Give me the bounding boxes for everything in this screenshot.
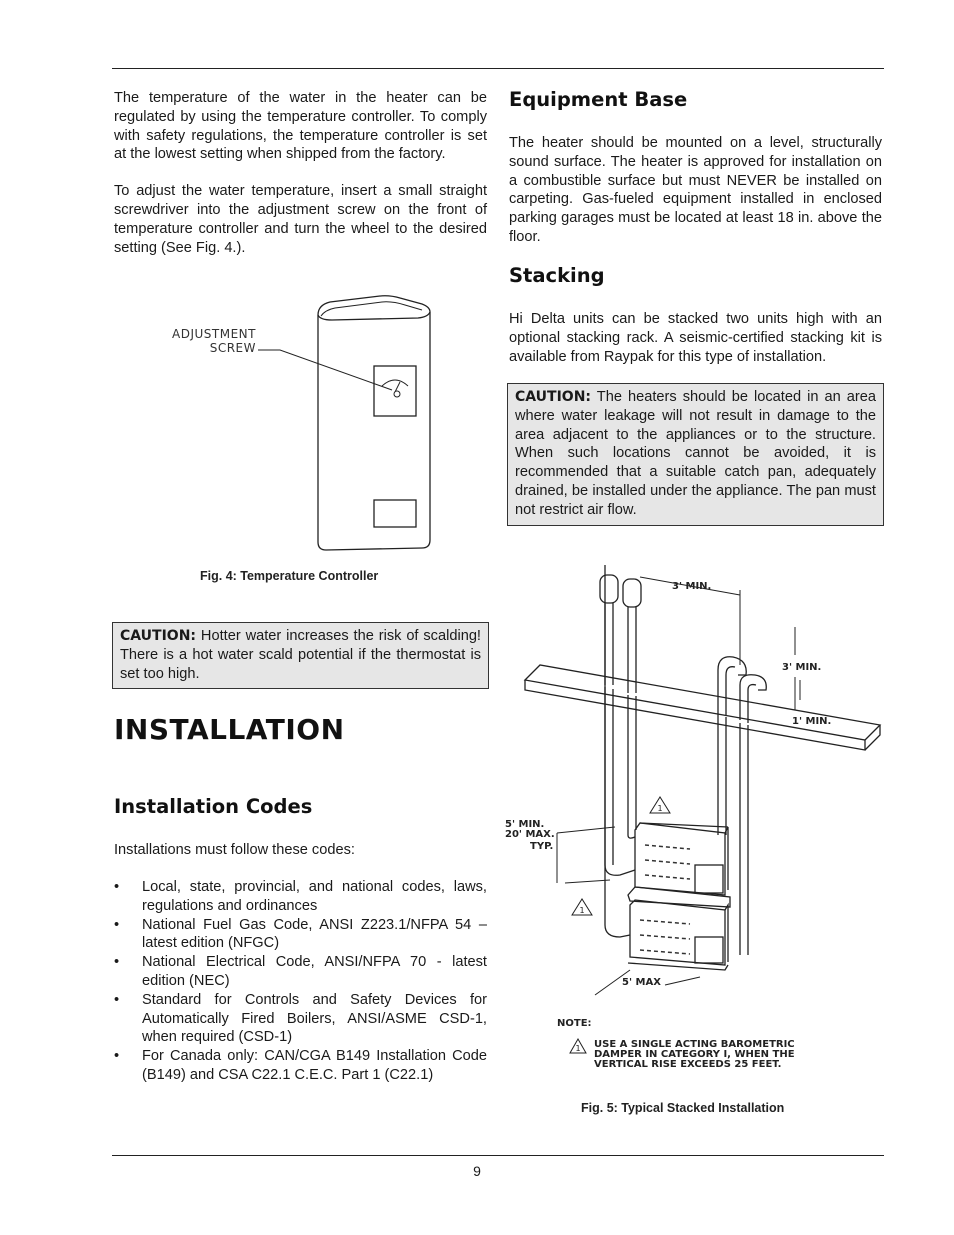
equipment-base-heading: Equipment Base [509,88,688,111]
dim-20max: 20' MAX. [505,829,555,840]
note-line1: USE A SINGLE ACTING BAROMETRIC [594,1039,795,1050]
equipment-base-text: The heater should be mounted on a level, structurally sound surface. The heater is approved for installation on a combustible surface but must NEVER be installed on carpeting. Gas-fueled equipment installed in enclosed parking garages must be located at least 18 in. above the floor. [509,135,882,245]
dim-typ: TYP. [530,841,554,852]
stacked-installation-figure [500,565,890,1080]
codes-intro: Installations must follow these codes: [114,842,355,858]
top-rule [112,68,884,69]
caution-box-scald [112,622,489,689]
temperature-controller-figure [160,290,450,555]
caution-label: CAUTION: [515,389,592,405]
page-number: 9 [473,1163,481,1179]
stacking-text: Hi Delta units can be stacked two units high with an optional stacking rack. A seismic-certified stacking kit is available from Raypak for this type of installation. [509,311,882,365]
dim-1min: 1' MIN. [792,716,832,727]
list-item: • National Electrical Code, ANSI/NFPA 70 - latest edition (NEC) [114,953,487,991]
stacking-heading: Stacking [509,264,605,287]
adjustment-label-line2: SCREW [209,341,256,355]
caution-text: Hotter water increases the risk of scalding! There is a hot water scald potential if the thermostat is set too high. [120,628,481,682]
dim-5min: 5' MIN. [505,819,545,830]
fig4-caption: Fig. 4: Temperature Controller [200,569,379,583]
fig5-caption: Fig. 5: Typical Stacked Installation [581,1101,785,1115]
note-line3: VERTICAL RISE EXCEEDS 25 FEET. [594,1059,782,1070]
note-label: NOTE: [557,1018,592,1029]
installation-title: INSTALLATION [114,713,345,746]
dim-5max: 5' MAX [622,977,661,988]
caution-box-leakage [507,383,884,526]
caution-label: CAUTION: [120,628,197,644]
list-item: • Local, state, provincial, and national codes, laws, regulations and ordinances [114,878,487,916]
codes-list [114,878,487,1085]
dim-3min-top: 3' MIN. [672,581,712,592]
marker-1-left: 1 [579,906,585,915]
adjustment-label-line1: ADJUSTMENT [172,327,256,341]
list-item: • For Canada only: CAN/CGA B149 Installation Code (B149) and CSA C22.1 C.E.C. Part 1 (C22.1) [114,1047,487,1085]
marker-1-note: 1 [575,1044,581,1053]
installation-codes-heading: Installation Codes [114,795,313,818]
caution-text: The heaters should be located in an area where water leakage will not result in damage to the area adjacent to the appliances or to the structure. When such locations cannot be avoided, it is recommended that a suitable catch pan, adequately drained, be installed under the appliance. The pan must not restrict air flow. [515,389,876,518]
note-line2: DAMPER IN CATEGORY I, WHEN THE [594,1049,795,1060]
marker-1-top: 1 [657,804,663,813]
left-column [114,89,487,257]
bottom-rule [112,1155,884,1156]
temperature-paragraph: The temperature of the water in the heater can be regulated by using the temperature controller. To comply with safety regulations, the temperature controller is set at the lowest setting when shipped from the factory. [114,90,487,163]
list-item: • National Fuel Gas Code, ANSI Z223.1/NFPA 54 – latest edition (NFGC) [114,916,487,954]
list-item: • Standard for Controls and Safety Devices for Automatically Fired Boilers, ANSI/ASME CSD-1, when required (CSD-1) [114,991,487,1047]
adjust-paragraph: To adjust the water temperature, insert a small straight screwdriver into the adjustment screw on the front of temperature controller and turn the wheel to the desired setting (See Fig. 4.). [114,183,487,256]
dim-3min-right: 3' MIN. [782,662,822,673]
